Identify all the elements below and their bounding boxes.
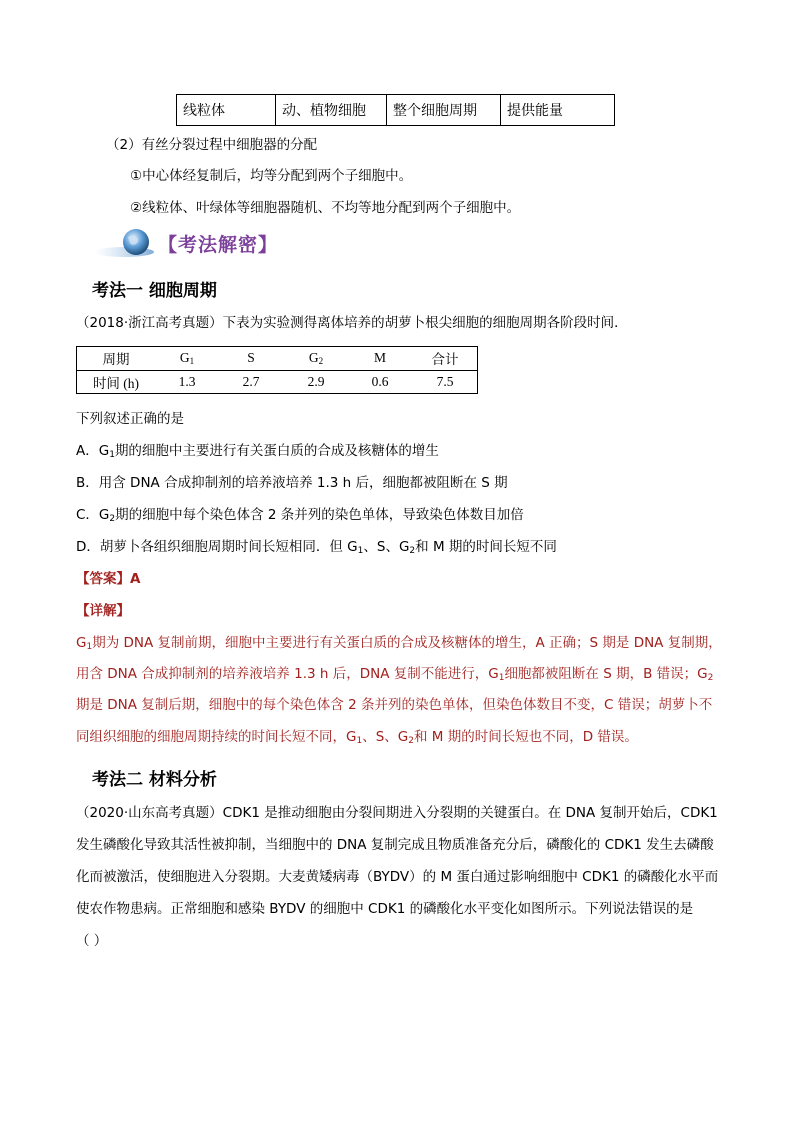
method2-line-3: 化而被激活，使细胞进入分裂期。大麦黄矮病毒（BYDV）的 M 蛋白通过影响细胞中 CDK1 的磷酸化水平而 (76, 869, 719, 885)
table-header: $G_2$ (284, 346, 348, 370)
table-cell: 提供能量 (501, 95, 615, 126)
detail-line-4: 同组织细胞的细胞周期持续的时间长短不同，$G_1$、S、$G_2$和 M 期的时间长短也不同，D 错误。 (76, 729, 638, 746)
table-cell: 1.3 (178, 374, 196, 390)
table-cell: 动、植物细胞 (276, 95, 387, 126)
option-a: A．$G_1$期的细胞中主要进行有关蛋白质的合成及核糖体的增生 (76, 443, 439, 460)
method1-question: （2018·浙江高考真题）下表为实验测得离体培养的胡萝卜根尖细胞的细胞周期各阶段时间． (76, 315, 628, 331)
detail-line-2: 用含 DNA 合成抑制剂的培养液培养 1.3 h 后，DNA 复制不能进行，$G_1$细胞都被阻断在 S 期，B 错误；$G_2$ (76, 666, 714, 683)
table-header: $G_1$ (156, 346, 218, 370)
table-cell: 整个细胞周期 (387, 95, 501, 126)
method2-line-4: 使农作物患病。正常细胞和感染 BYDV 的细胞中 CDK1 的磷酸化水平变化如图所示。下列说法错误的是 (76, 901, 694, 917)
table-row (76, 346, 478, 370)
table-row-label: 时间 (h) (92, 376, 140, 392)
section2-item2: ②线粒体、叶绿体等细胞器随机、不均等地分配到两个子细胞中。 (130, 200, 521, 216)
method2-line-1: （2020·山东高考真题）CDK1 是推动细胞由分裂间期进入分裂期的关键蛋白。在 DNA 复制开始后，CDK1 (76, 805, 718, 821)
cycle-table (76, 346, 478, 394)
table-header: M (348, 346, 412, 370)
method2-heading: 考法二 材料分析 (92, 770, 217, 790)
section2-title: （2）有丝分裂过程中细胞器的分配 (106, 137, 318, 153)
table-cell: 7.5 (436, 374, 454, 390)
option-d: D．胡萝卜各组织细胞周期时间长短相同．但 $G_1$、S、$G_2$和 M 期的时间长短不同 (76, 539, 557, 556)
section2-item1: ①中心体经复制后，均等分配到两个子细胞中。 (130, 168, 413, 184)
detail-label: 【详解】 (76, 603, 130, 619)
table-row (177, 95, 615, 126)
answer-label: 【答案】A (76, 571, 141, 587)
table-header: 合计 (412, 346, 478, 370)
option-b: B．用含 DNA 合成抑制剂的培养液培养 1.3 h 后，细胞都被阻断在 S 期 (76, 475, 508, 491)
table-row (76, 370, 478, 394)
table-cell: 线粒体 (177, 95, 276, 126)
table-header: S (218, 346, 284, 370)
detail-line-3: 期是 DNA 复制后期，细胞中的每个染色体含 2 条并列的染色单体，但染色体数目不变，C 错误；胡萝卜不 (76, 697, 713, 713)
table-cell: 2.7 (242, 374, 260, 390)
table-cell: 0.6 (371, 374, 389, 390)
detail-line-1: $G_1$期为 DNA 复制前期，细胞中主要进行有关蛋白质的合成及核糖体的增生，A 正确；S 期是 DNA 复制期， (76, 635, 722, 652)
organelle-table (176, 94, 615, 126)
method2-line-2: 发生磷酸化导致其活性被抑制，当细胞中的 DNA 复制完成且物质准备充分后，磷酸化的 CDK1 发生去磷酸 (76, 837, 714, 853)
globe-icon (94, 226, 156, 260)
table-cell: 2.9 (307, 374, 325, 390)
method1-prompt: 下列叙述正确的是 (76, 411, 184, 427)
option-c: C．$G_2$期的细胞中每个染色体含 2 条并列的染色单体，导致染色体数目加倍 (76, 507, 524, 524)
banner-title: 【考法解密】 (158, 234, 279, 256)
method1-heading: 考法一 细胞周期 (92, 281, 217, 301)
table-header: 周期 (76, 346, 156, 370)
method2-line-5: （ ） (76, 933, 108, 949)
